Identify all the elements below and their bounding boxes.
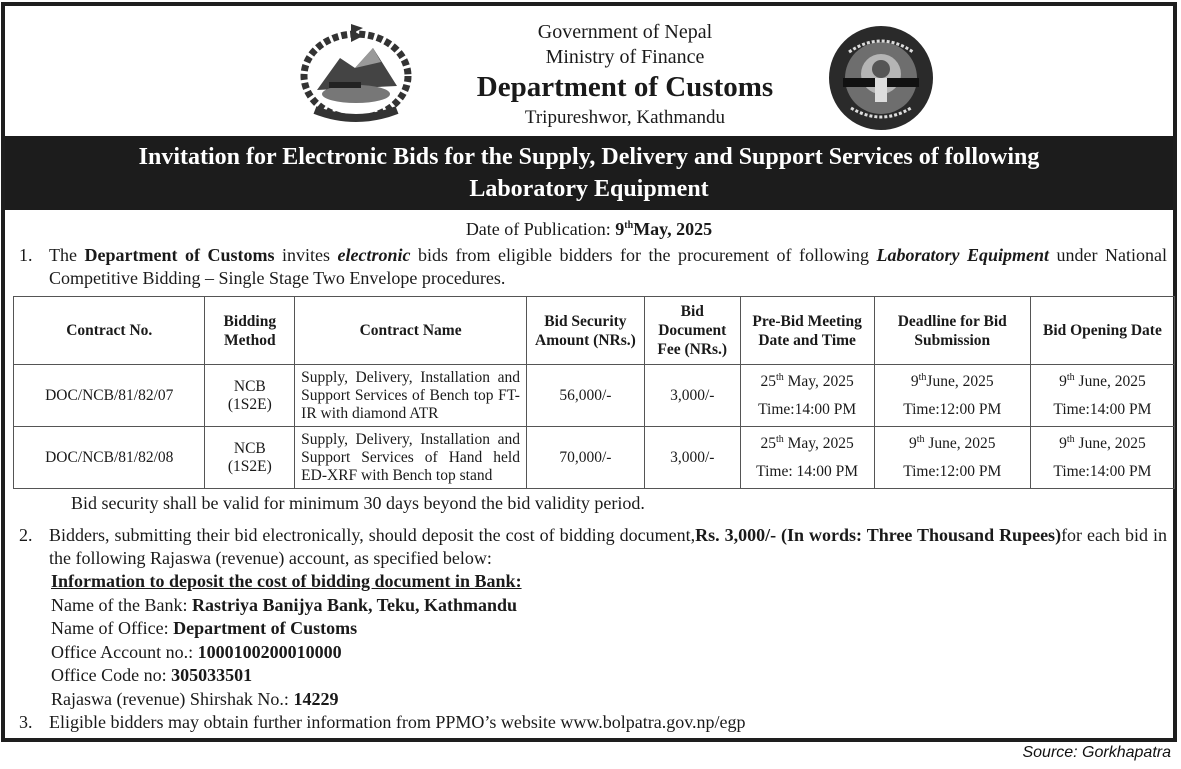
- title-line-2: Laboratory Equipment: [469, 176, 709, 202]
- table-row: [14, 365, 1175, 427]
- col-contract-no: Contract No.: [14, 297, 205, 365]
- publication-date-label: Date of Publication:: [465, 219, 616, 239]
- paragraph-2: 2. Bidders, submitting their bid electronically, should deposit the cost of bidding document,Rs. 3,000/- (In words: Three Thousand Rupees)for each bid in the following Rajaswa (revenue) account, as specified below:: [19, 525, 1167, 568]
- prebid-meeting-cell: 25th May, 2025 Time: 14:00 PM: [740, 427, 874, 489]
- table-row: [14, 427, 1175, 489]
- col-prebid-meeting: Pre-Bid Meeting Date and Time: [740, 297, 874, 365]
- paragraph-3: [5, 711, 1173, 734]
- col-bid-security: Bid Security Amount (NRs.): [526, 297, 644, 365]
- bid-security-cell: 56,000/-: [526, 365, 644, 427]
- col-opening-date: Bid Opening Date: [1030, 297, 1174, 365]
- notice-body: [5, 216, 1173, 734]
- notice-header: [5, 6, 1173, 136]
- account-number-row: Office Account no.: 1000100200010000: [51, 641, 342, 662]
- contract-name-cell: Supply, Delivery, Installation and Support Services of Hand held ED-XRF with Bench top stand: [295, 427, 527, 489]
- nepal-customs-seal-icon: [823, 24, 939, 132]
- bids-table: [13, 296, 1175, 489]
- contract-no-cell: DOC/NCB/81/82/07: [14, 365, 205, 427]
- paragraph-1: 1. The Department of Customs invites electronic bids from eligible bidders for the procurement of following Laboratory Equipment under National Competitive Bidding – Single Stage Two Envelope procedures.: [19, 245, 1167, 288]
- office-code-row: Office Code no: 305033501: [51, 665, 253, 685]
- bid-security-note: Bid security shall be valid for minimum 30 days beyond the bid validity period.: [71, 493, 645, 513]
- table-header-row: [14, 297, 1175, 365]
- document-fee-cell: 3,000/-: [644, 365, 740, 427]
- paragraph-number: 1.: [19, 245, 33, 265]
- publication-date: [5, 216, 1173, 242]
- col-bidding-method: Bidding Method: [205, 297, 295, 365]
- bid-notice: [1, 2, 1177, 742]
- document-fee-cell: 3,000/-: [644, 427, 740, 489]
- department-name: Department of Customs: [476, 71, 774, 103]
- contract-no-cell: DOC/NCB/81/82/08: [14, 427, 205, 489]
- office-name-row: Name of Office: Department of Customs: [51, 618, 358, 638]
- bid-security-cell: 70,000/-: [526, 427, 644, 489]
- bank-name-row: Name of the Bank: Rastriya Banijya Bank, Teku, Kathmandu: [51, 594, 518, 615]
- col-submission-deadline: Deadline for Bid Submission: [874, 297, 1030, 365]
- ministry-name: Ministry of Finance: [545, 46, 705, 68]
- shirshak-row: Rajaswa (revenue) Shirshak No.: 14229: [51, 688, 339, 709]
- bidding-method-cell: NCB (1S2E): [205, 427, 295, 489]
- submission-deadline-cell: 9th June, 2025 Time:12:00 PM: [874, 427, 1030, 489]
- paragraph-number: 2.: [19, 525, 33, 545]
- prebid-meeting-cell: 25th May, 2025 Time:14:00 PM: [740, 365, 874, 427]
- nepal-emblem-icon: [295, 20, 417, 124]
- bank-details-heading: Information to deposit the cost of bidding document in Bank:: [51, 571, 522, 591]
- bank-details: [5, 570, 1173, 711]
- title-line-1: Invitation for Electronic Bids for the Supply, Delivery and Support Services of following: [138, 144, 1040, 170]
- ppmo-website-text: Eligible bidders may obtain further information from PPMO’s website www.bolpatra.gov.np/egp: [49, 712, 746, 732]
- source-credit: Source: Gorkhapatra: [1022, 744, 1171, 761]
- organization-block: [445, 20, 805, 132]
- publication-date-value: 9thMay, 2025: [615, 219, 713, 239]
- col-contract-name: Contract Name: [295, 297, 527, 365]
- contract-name-cell: Supply, Delivery, Installation and Support Services of Bench top FT-IR with diamond ATR: [295, 365, 527, 427]
- opening-date-cell: 9th June, 2025 Time:14:00 PM: [1030, 365, 1174, 427]
- opening-date-cell: 9th June, 2025 Time:14:00 PM: [1030, 427, 1174, 489]
- department-address: Tripureshwor, Kathmandu: [524, 107, 726, 128]
- submission-deadline-cell: 9thJune, 2025 Time:12:00 PM: [874, 365, 1030, 427]
- col-document-fee: Bid Document Fee (NRs.): [644, 297, 740, 365]
- government-name: Government of Nepal: [537, 21, 713, 43]
- bidding-method-cell: NCB (1S2E): [205, 365, 295, 427]
- paragraph-number: 3.: [19, 712, 33, 732]
- notice-title-banner: [5, 136, 1173, 210]
